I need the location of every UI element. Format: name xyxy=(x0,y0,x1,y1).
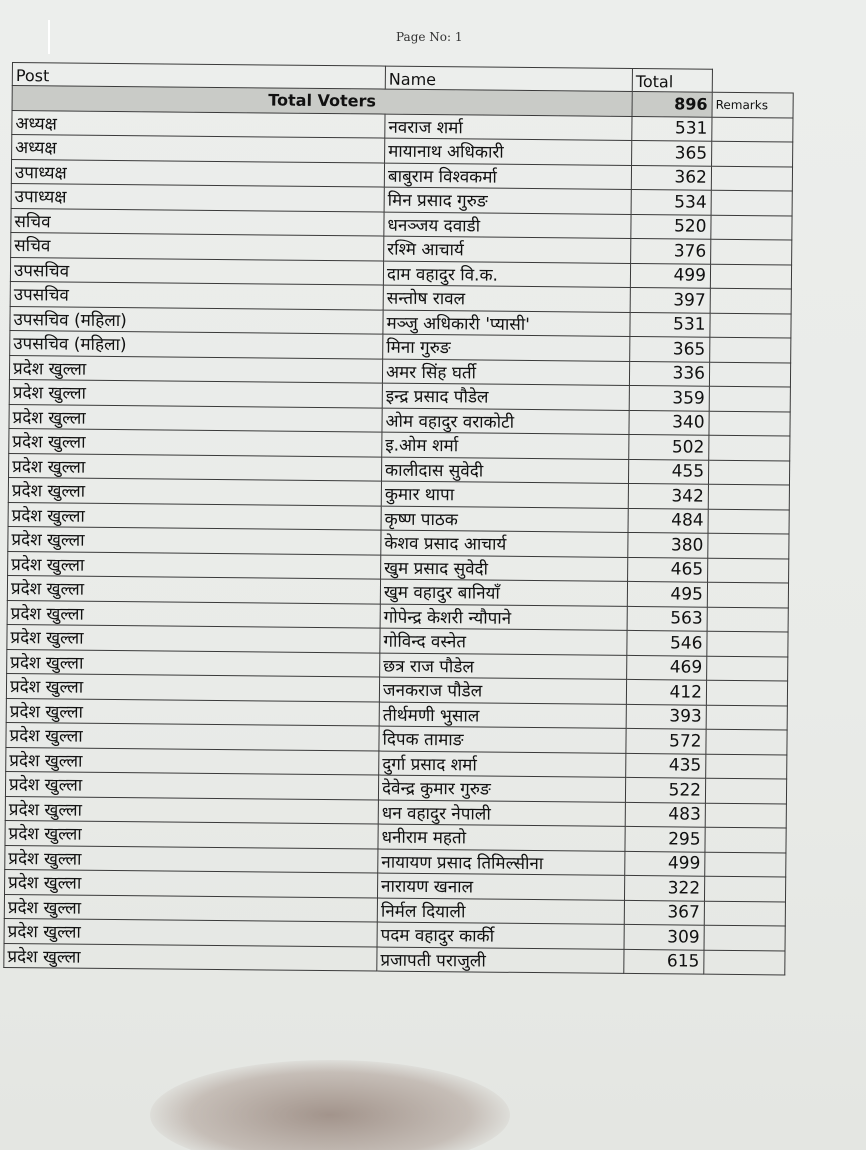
total-cell: 380 xyxy=(628,532,708,557)
total-cell: 531 xyxy=(632,116,712,141)
remarks-cell xyxy=(706,705,787,730)
remarks-cell xyxy=(709,386,790,411)
total-cell: 322 xyxy=(624,875,704,900)
total-cell: 499 xyxy=(630,263,710,288)
name-cell: नायायण प्रसाद तिमिल्सीना xyxy=(378,849,625,876)
post-cell: अध्यक्ष xyxy=(12,110,385,138)
remarks-header: Remarks xyxy=(712,92,793,117)
remarks-cell xyxy=(708,460,789,485)
total-cell: 469 xyxy=(627,655,707,680)
remarks-cell xyxy=(704,901,785,926)
total-cell: 435 xyxy=(626,753,706,778)
post-cell: प्रदेश खुल्ला xyxy=(6,722,379,750)
remarks-cell xyxy=(711,166,792,191)
post-cell: प्रदेश खुल्ला xyxy=(9,379,382,407)
post-cell: प्रदेश खुल्ला xyxy=(6,747,379,775)
total-cell: 365 xyxy=(632,140,712,165)
remarks-cell xyxy=(711,215,792,240)
total-cell: 572 xyxy=(626,728,706,753)
post-cell: प्रदेश खुल्ला xyxy=(4,943,377,971)
total-cell: 309 xyxy=(624,924,704,949)
name-cell: मायानाथ अधिकारी xyxy=(385,138,632,165)
name-cell: प्रजापती पराजुली xyxy=(377,947,624,974)
post-cell: प्रदेश खुल्ला xyxy=(7,575,380,603)
remarks-cell xyxy=(711,239,792,264)
remarks-cell xyxy=(709,362,790,387)
post-cell: प्रदेश खुल्ला xyxy=(8,526,381,554)
total-cell: 295 xyxy=(625,826,705,851)
name-cell: गोविन्द वस्नेत xyxy=(380,628,627,655)
total-cell: 502 xyxy=(629,434,709,459)
post-cell: उपसचिव xyxy=(10,281,383,309)
name-cell: छत्र राज पौडेल xyxy=(380,653,627,680)
remarks-cell xyxy=(708,533,789,558)
post-cell: प्रदेश खुल्ला xyxy=(5,845,378,873)
name-cell: खुम वहादुर बानियाँ xyxy=(380,579,627,606)
remarks-cell xyxy=(708,558,789,583)
total-cell: 483 xyxy=(625,802,705,827)
post-cell: प्रदेश खुल्ला xyxy=(6,698,379,726)
name-cell: रश्मि आचार्य xyxy=(384,236,631,263)
total-cell: 520 xyxy=(631,214,711,239)
post-cell: प्रदेश खुल्ला xyxy=(6,673,379,701)
total-voters-label: Total Voters xyxy=(12,86,632,116)
name-cell: धनीराम महतो xyxy=(378,824,625,851)
total-cell: 393 xyxy=(626,704,706,729)
name-cell: कृष्ण पाठक xyxy=(381,506,628,533)
name-cell: निर्मल दियाली xyxy=(377,898,624,925)
total-cell: 367 xyxy=(624,900,704,925)
post-cell: प्रदेश खुल्ला xyxy=(8,502,381,530)
remarks-cell xyxy=(704,876,785,901)
name-cell: इ.ओम शर्मा xyxy=(382,432,629,459)
post-cell: प्रदेश खुल्ला xyxy=(7,600,380,628)
total-voters-value: 896 xyxy=(632,91,712,116)
remarks-cell xyxy=(707,656,788,681)
remarks-cell xyxy=(705,778,786,803)
name-cell: केशव प्रसाद आचार्य xyxy=(381,530,628,557)
name-cell: दाम वहादुर वि.क. xyxy=(383,261,630,288)
remarks-cell xyxy=(710,337,791,362)
post-cell: प्रदेश खुल्ला xyxy=(8,477,381,505)
name-cell: दिपक तामाङ xyxy=(379,726,626,753)
total-cell: 546 xyxy=(627,630,707,655)
name-cell: नवराज शर्मा xyxy=(385,114,632,141)
header-total: Total xyxy=(632,68,712,92)
name-cell: मञ्जु अधिकारी 'प्यासी' xyxy=(383,310,630,337)
post-cell: अध्यक्ष xyxy=(12,135,385,163)
name-cell: गोपेन्द्र केशरी न्यौपाने xyxy=(380,604,627,631)
name-cell: खुम प्रसाद सुवेदी xyxy=(381,555,628,582)
post-cell: प्रदेश खुल्ला xyxy=(8,551,381,579)
remarks-cell xyxy=(705,803,786,828)
name-cell: जनकराज पौडेल xyxy=(379,677,626,704)
total-cell: 412 xyxy=(626,679,706,704)
total-cell: 359 xyxy=(629,385,709,410)
name-cell: देवेन्द्र कुमार गुरुङ xyxy=(378,775,625,802)
remarks-cell xyxy=(710,313,791,338)
total-cell: 397 xyxy=(630,287,710,312)
name-cell: अमर सिंह घर्ती xyxy=(382,359,629,386)
remarks-cell xyxy=(710,288,791,313)
total-cell: 522 xyxy=(625,777,705,802)
post-cell: उपाध्यक्ष xyxy=(11,159,384,187)
name-cell: नारायण खनाल xyxy=(377,873,624,900)
remarks-cell xyxy=(704,950,785,975)
total-cell: 342 xyxy=(628,483,708,508)
post-cell: उपसचिव (महिला) xyxy=(10,330,383,358)
name-cell: कुमार थापा xyxy=(381,481,628,508)
total-cell: 340 xyxy=(629,410,709,435)
name-cell: दुर्गा प्रसाद शर्मा xyxy=(379,751,626,778)
total-cell: 499 xyxy=(625,851,705,876)
total-cell: 563 xyxy=(627,606,707,631)
total-cell: 534 xyxy=(631,189,711,214)
remarks-cell xyxy=(710,264,791,289)
header-post: Post xyxy=(12,63,385,90)
post-cell: प्रदेश खुल्ला xyxy=(4,918,377,946)
page-number: Page No: 1 xyxy=(396,30,463,44)
name-cell: ओम वहादुर वराकोटी xyxy=(382,408,629,435)
post-cell: प्रदेश खुल्ला xyxy=(9,453,382,481)
total-cell: 615 xyxy=(624,949,704,974)
total-cell: 455 xyxy=(628,459,708,484)
name-cell: धनञ्जय दवाडी xyxy=(384,212,631,239)
post-cell: प्रदेश खुल्ला xyxy=(9,355,382,383)
name-cell: कालीदास सुवेदी xyxy=(381,457,628,484)
name-cell: सन्तोष रावल xyxy=(383,285,630,312)
post-cell: उपसचिव (महिला) xyxy=(10,306,383,334)
post-cell: उपाध्यक्ष xyxy=(11,183,384,211)
shadow-overlay xyxy=(150,1060,510,1150)
header-name: Name xyxy=(385,66,632,91)
remarks-cell xyxy=(712,117,793,142)
total-cell: 484 xyxy=(628,508,708,533)
name-cell: बाबुराम विश्वकर्मा xyxy=(384,163,631,190)
name-cell: मिना गुरुङ xyxy=(383,334,630,361)
remarks-cell xyxy=(706,754,787,779)
post-cell: उपसचिव xyxy=(10,257,383,285)
total-cell: 336 xyxy=(629,361,709,386)
total-cell: 465 xyxy=(628,557,708,582)
post-cell: सचिव xyxy=(11,232,384,260)
total-cell: 362 xyxy=(631,165,711,190)
post-cell: प्रदेश खुल्ला xyxy=(5,869,378,897)
name-cell: तीर्थमणी भुसाल xyxy=(379,702,626,729)
name-cell: पदम वहादुर कार्की xyxy=(377,922,624,949)
remarks-cell xyxy=(707,582,788,607)
post-cell: प्रदेश खुल्ला xyxy=(5,820,378,848)
name-cell: मिन प्रसाद गुरुङ xyxy=(384,187,631,214)
results-table xyxy=(3,62,794,975)
remarks-cell xyxy=(707,631,788,656)
remarks-cell xyxy=(709,411,790,436)
remarks-cell xyxy=(709,435,790,460)
post-cell: सचिव xyxy=(11,208,384,236)
total-cell: 531 xyxy=(630,312,710,337)
header-remarks-spacer xyxy=(712,69,793,93)
post-cell: प्रदेश खुल्ला xyxy=(7,649,380,677)
remarks-cell xyxy=(708,484,789,509)
post-cell: प्रदेश खुल्ला xyxy=(7,624,380,652)
total-cell: 365 xyxy=(630,336,710,361)
remarks-cell xyxy=(705,827,786,852)
remarks-cell xyxy=(712,141,793,166)
remarks-cell xyxy=(705,852,786,877)
post-cell: प्रदेश खुल्ला xyxy=(4,894,377,922)
remarks-cell xyxy=(706,729,787,754)
total-cell: 495 xyxy=(627,581,707,606)
post-cell: प्रदेश खुल्ला xyxy=(9,404,382,432)
remarks-cell xyxy=(704,925,785,950)
remarks-cell xyxy=(707,607,788,632)
remarks-cell xyxy=(711,190,792,215)
remarks-cell xyxy=(706,680,787,705)
name-cell: इन्द्र प्रसाद पौडेल xyxy=(382,383,629,410)
post-cell: प्रदेश खुल्ला xyxy=(5,771,378,799)
name-cell: धन वहादुर नेपाली xyxy=(378,800,625,827)
remarks-cell xyxy=(708,509,789,534)
post-cell: प्रदेश खुल्ला xyxy=(5,796,378,824)
total-cell: 376 xyxy=(631,238,711,263)
post-cell: प्रदेश खुल्ला xyxy=(9,428,382,456)
paper-mark xyxy=(48,20,50,54)
